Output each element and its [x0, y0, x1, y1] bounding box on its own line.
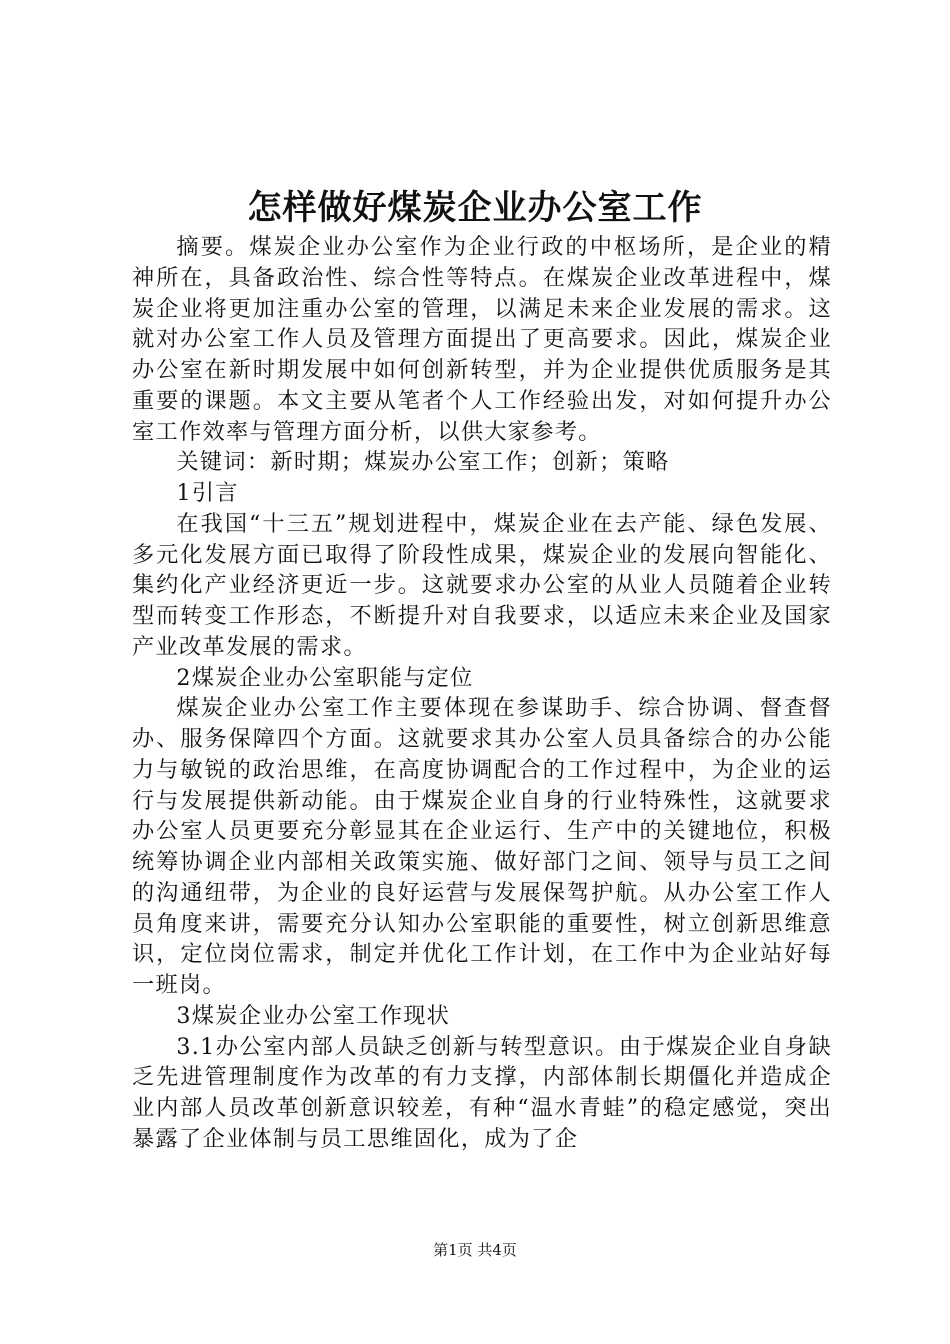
keywords-paragraph: 关键词：新时期；煤炭办公室工作；创新；策略 [176, 449, 670, 476]
section-heading-intro: 1引言 [176, 480, 239, 506]
page-number-footer: 第1页 共4页 [433, 1241, 517, 1259]
abstract-paragraph: 摘要。煤炭企业办公室作为企业行政的中枢场所，是企业的精神所在，具备政治性、综合性等特点。在煤炭企业改革进程中，煤炭企业将更加注重办公室的管理，以满足未来企业发展的需求。这就对办公室工作人员及管理方面提出了更高要求。因此，煤炭企业办公室在新时期发展中如何创新转型，并为企业提供优质服务是其重要的课题。本文主要从笔者个人工作经验出发，对如何提升办公室工作效率与管理方面分析，以供大家参考。 [132, 234, 832, 445]
intro-paragraph: 在我国“十三五”规划进程中，煤炭企业在去产能、绿色发展、多元化发展方面已取得了阶段性成果，煤炭企业的发展向智能化、集约化产业经济更近一步。这就要求办公室的从业人员随着企业转型而转变工作形态，不断提升对自我要求，以适应未来企业及国家产业改革发展的需求。 [132, 510, 832, 660]
section-heading-function: 2煤炭企业办公室职能与定位 [176, 664, 474, 691]
section-heading-status: 3煤炭企业办公室工作现状 [176, 1002, 451, 1029]
status-paragraph: 3.1办公室内部人员缺乏创新与转型意识。由于煤炭企业自身缺乏先进管理制度作为改革的有力支撑，内部体制长期僵化并造成企业内部人员改革创新意识较差，有种“温水青蛙”的稳定感觉，突出暴露了企业体制与员工思维固化，成为了企 [132, 1033, 832, 1152]
document-body [132, 232, 832, 1155]
function-paragraph: 煤炭企业办公室工作主要体现在参谋助手、综合协调、督查督办、服务保障四个方面。这就要求其办公室人员具备综合的办公能力与敏锐的政治思维，在高度协调配合的工作过程中，为企业的运行与发展提供新动能。由于煤炭企业自身的行业特殊性，这就要求办公室人员更要充分彰显其在企业运行、生产中的关键地位，积极统筹协调企业内部相关政策实施、做好部门之间、领导与员工之间的沟通纽带，为企业的良好运营与发展保驾护航。从办公室工作人员角度来讲，需要充分认知办公室职能的重要性，树立创新思维意识，定位岗位需求，制定并优化工作计划，在工作中为企业站好每一班岗。 [132, 695, 832, 998]
document-title: 怎样做好煤炭企业办公室工作 [247, 188, 703, 228]
